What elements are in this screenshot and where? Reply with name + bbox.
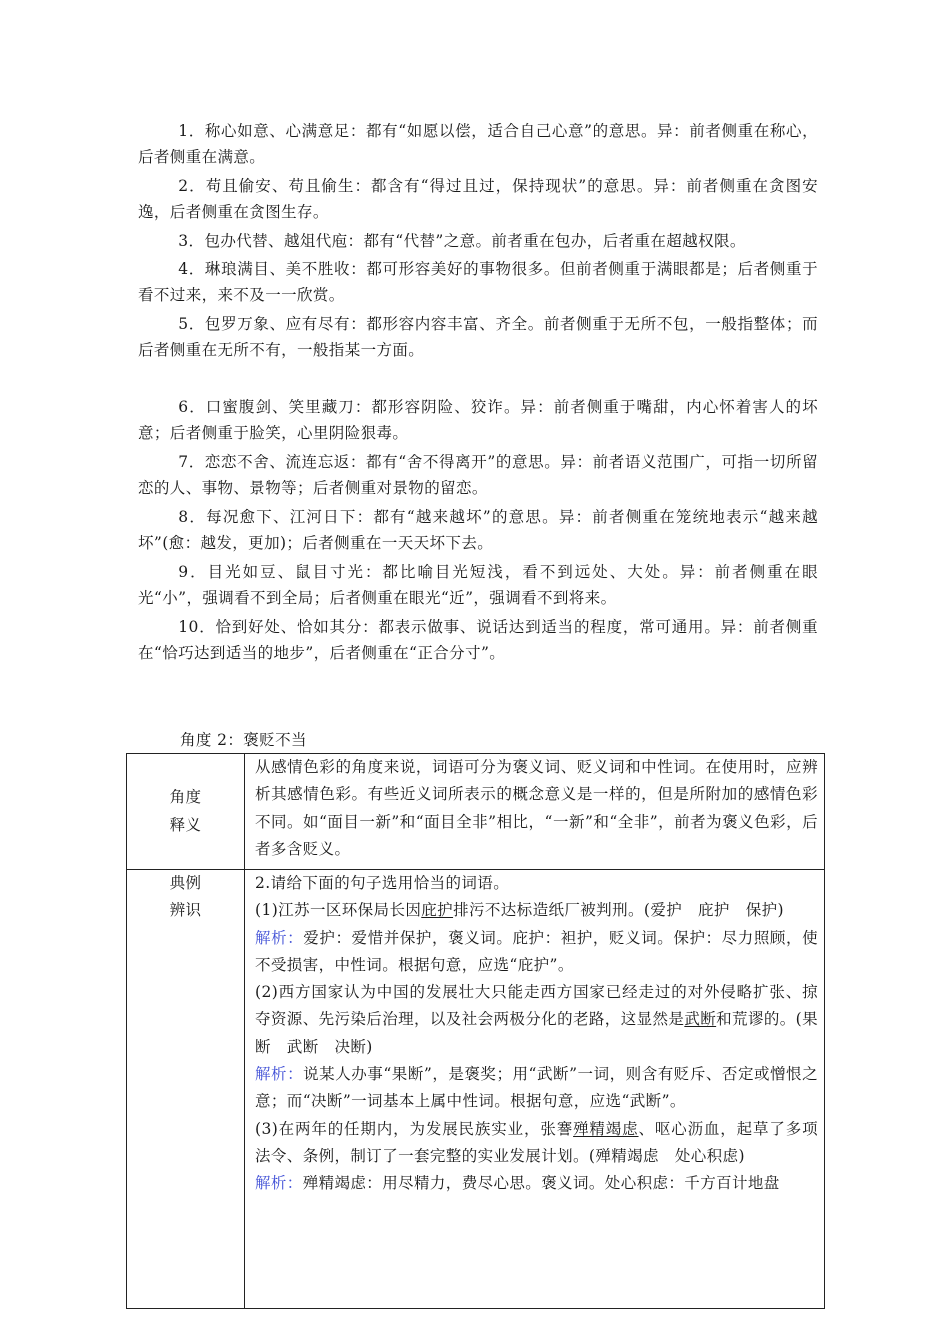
question-text: (3)在两年的任期内，为发展民族实业，张謇 (255, 1119, 574, 1138)
underlined-word: 殚精竭虑 (573, 1119, 639, 1138)
paragraph-10: 10．恰到好处、恰如其分：都表示做事、说话达到适当的程度，常可通用。异：前者侧重在“恰巧达到适当的地步”，后者侧重在“正合分寸”。 (138, 618, 818, 662)
row-label-cell (127, 870, 245, 1309)
table-row (127, 870, 825, 1309)
row-label-line: 辨识 (169, 901, 202, 920)
row-label-line: 释义 (169, 815, 202, 834)
question-text: 和荒谬的。(果断 武断 决断) (255, 1010, 818, 1056)
row-label-line: 典例 (169, 874, 202, 892)
underlined-word: 庇护 (421, 901, 454, 920)
paragraph-6: 6．口蜜腹剑、笑里藏刀：都形容阴险、狡诈。异：前者侧重于嘴甜，内心怀着害人的坏意；后者侧重于脸笑，心里阴险狠毒。 (138, 398, 818, 442)
analysis-label: 解析： (255, 1174, 303, 1193)
paragraph-1: 1．称心如意、心满意足：都有“如愿以偿，适合自己心意”的意思。异：前者侧重在称心，后者侧重在满意。 (138, 122, 818, 166)
question-text: 排污不达标造纸厂被判刑。(爱护 庇护 保护) (453, 901, 784, 920)
question-2 (255, 979, 818, 1061)
analysis-3 (255, 1170, 818, 1197)
paragraph-9: 9．目光如豆、鼠目寸光：都比喻目光短浅，看不到远处、大处。异：前者侧重在眼光“小”，强调看不到全局；后者侧重在眼光“近”，强调看不到将来。 (138, 563, 818, 607)
question-intro: 2.请给下面的句子选用恰当的词语。 (255, 874, 510, 892)
question-text: 、呕心沥血，起草了多项法令、条例，制订了一套完整的实业发展计划。(殚精竭虑 处心积虑) (255, 1119, 818, 1165)
analysis-text: 说某人办事“果断”，是褒奖；用“武断”一词，则含有贬斥、否定或憎恨之意；而“决断”一词基本上属中性词。根据句意，应选“武断”。 (255, 1065, 818, 1111)
question-text: (2)西方国家认为中国的发展壮大只能走西方国家已经走过的对外侵略扩张、掠夺资源、先污染后治理，以及社会两极分化的老路，这显然是 (255, 983, 818, 1029)
analysis-text: 爱护：爱惜并保护，褒义词。庇护：袒护，贬义词。保护：尽力照顾，使不受损害，中性词。根据句意，应选“庇护”。 (255, 928, 818, 974)
question-1 (255, 897, 818, 924)
examples-cell (245, 870, 825, 1309)
analysis-label: 解析： (255, 1065, 304, 1084)
paragraph-8: 8．每况愈下、江河日下：都有“越来越坏”的意思。异：前者侧重在笼统地表示“越来越坏”(愈：越发，更加)；后者侧重在一天天坏下去。 (138, 508, 818, 552)
question-3 (255, 1116, 818, 1171)
paragraph-2: 2．苟且偷安、苟且偷生：都含有“得过且过，保持现状”的意思。异：前者侧重在贪图安逸，后者侧重在贪图生存。 (138, 177, 818, 221)
section-heading: 角度 2：褒贬不当 (180, 731, 307, 749)
row-label-line: 角度 (169, 788, 202, 807)
definition-cell (245, 754, 825, 870)
analysis-2 (255, 1061, 818, 1116)
table-row (127, 754, 825, 870)
analysis-text: 殚精竭虑：用尽精力，费尽心思。褒义词。处心积虑：千方百计地盘 (302, 1174, 780, 1193)
row-label-cell (127, 754, 245, 870)
analysis-1 (255, 925, 818, 980)
explanation-table (126, 753, 825, 1309)
definition-text: 从感情色彩的角度来说，词语可分为褒义词、贬义词和中性词。在使用时，应辨析其感情色彩。有些近义词所表示的概念意义是一样的，但是所附加的感情色彩不同。如“面目一新”和“面目全非”相比，“一新”和“全非”，前者为褒义色彩，后者多含贬义。 (255, 758, 818, 858)
paragraph-5: 5．包罗万象、应有尽有：都形容内容丰富、齐全。前者侧重于无所不包，一般指整体；而后者侧重在无所不有，一般指某一方面。 (138, 315, 818, 359)
analysis-label: 解析： (255, 928, 304, 947)
underlined-word: 武断 (684, 1010, 717, 1029)
paragraph-4: 4．琳琅满目、美不胜收：都可形容美好的事物很多。但前者侧重于满眼都是；后者侧重于看不过来，来不及一一欣赏。 (138, 260, 818, 304)
paragraph-7: 7．恋恋不舍、流连忘返：都有“舍不得离开”的意思。异：前者语义范围广，可指一切所留恋的人、事物、景物等；后者侧重对景物的留恋。 (138, 453, 818, 497)
paragraph-3: 3．包办代替、越俎代庖：都有“代替”之意。前者重在包办，后者重在超越权限。 (178, 232, 746, 250)
question-text: (1)江苏一区环保局长因 (255, 901, 422, 920)
